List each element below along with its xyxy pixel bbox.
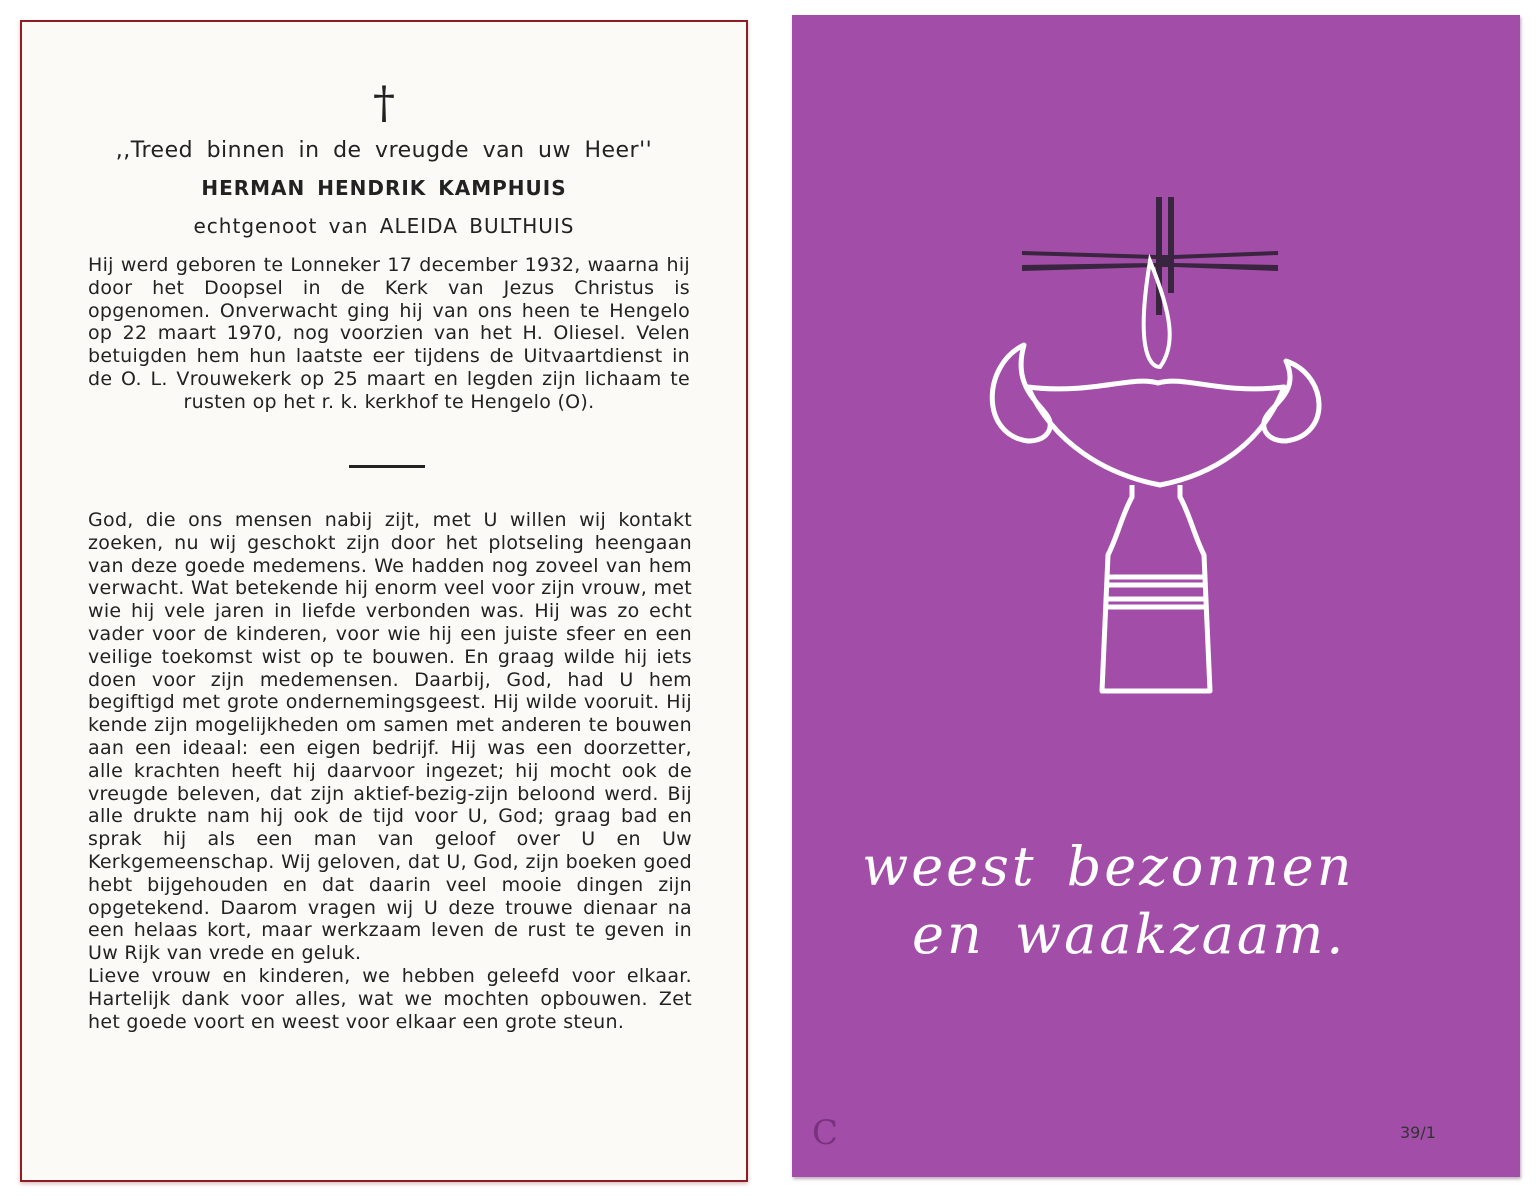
verse-line: en waakzaam. <box>912 903 1347 966</box>
biography-paragraph: Hij werd geboren te Lonneker 17 december 1932, waarna hij door het Doopsel in de Kerk van Jezus Christus is opgenomen. Onverwacht ging hij van ons heen te Hengelo op 22 maart 1970, nog voorzien van het H. Oliesel. Velen betuigden hem hun laatste eer tijdens de Uitvaartdienst in de O. L. Vrouwekerk op 25 maart en legden zijn lichaam te rusten op het r. k. kerkhof te Hengelo (O). <box>88 254 690 413</box>
verse-line: weest bezonnen <box>862 835 1355 898</box>
memorial-card-text-side <box>20 20 748 1182</box>
chalice-icon <box>992 345 1319 691</box>
prayer-paragraph: God, die ons mensen nabij zijt, met U willen wij kontakt zoeken, nu wij geschokt zijn door het plotseling heengaan van deze goede medemens. We hadden nog zoveel van hem verwacht. Wat betekende hij enorm veel voor zijn vrouw, met wie hij vele jaren in liefde verbonden was. Hij was zo echt vader voor de kinderen, voor wie hij een juiste sfeer en een veilige toekomst wist op te bouwen. En graag wilde hij iets doen voor zijn medemensen. Daarbij, God, had U hem begiftigd met grote ondernemingsgeest. Hij wilde vooruit. Hij kende zijn mogelijkheden om samen met anderen te bouwen aan een ideaal: een eigen bedrijf. Hij was een doorzetter, alle krachten heeft hij daarvoor ingezet; hij mocht ook de vreugde beleven, dat zijn aktief-bezig-zijn beloond werd. Bij alle drukte nam hij ook de tijd voor U, God; graag bad en sprak hij als een man van geloof over U en Uw Kerkgemeenschap. Wij geloven, dat U, God, zijn boeken goed hebt bijgehouden en dat daarin veel mooie dingen zijn opgetekend. Daarom vragen wij U deze trouwe dienaar na een helaas kort, maar werkzaam leven de rust te geven in Uw Rijk van vrede en geluk. <box>88 509 692 965</box>
cross-icon: † <box>373 78 395 129</box>
prayer-paragraph: Lieve vrouw en kinderen, we hebben geleefd voor elkaar. Hartelijk dank voor alles, wat we mochten opbouwen. Zet het goede voort en weest voor elkaar een grote steun. <box>88 964 692 1033</box>
card-code: 39/1 <box>1400 1123 1436 1142</box>
chalice-cross-emblem <box>792 15 1520 1177</box>
memorial-card-cover <box>792 15 1520 1177</box>
divider <box>349 465 425 468</box>
motto: ,,Treed binnen in de vreugde van uw Heer'' <box>115 138 653 163</box>
publisher-mark: C <box>812 1113 839 1153</box>
spouse-line: echtgenoot van ALEIDA BULTHUIS <box>193 214 575 238</box>
deceased-name: HERMAN HENDRIK KAMPHUIS <box>201 176 567 200</box>
prayer-text <box>88 509 692 1033</box>
